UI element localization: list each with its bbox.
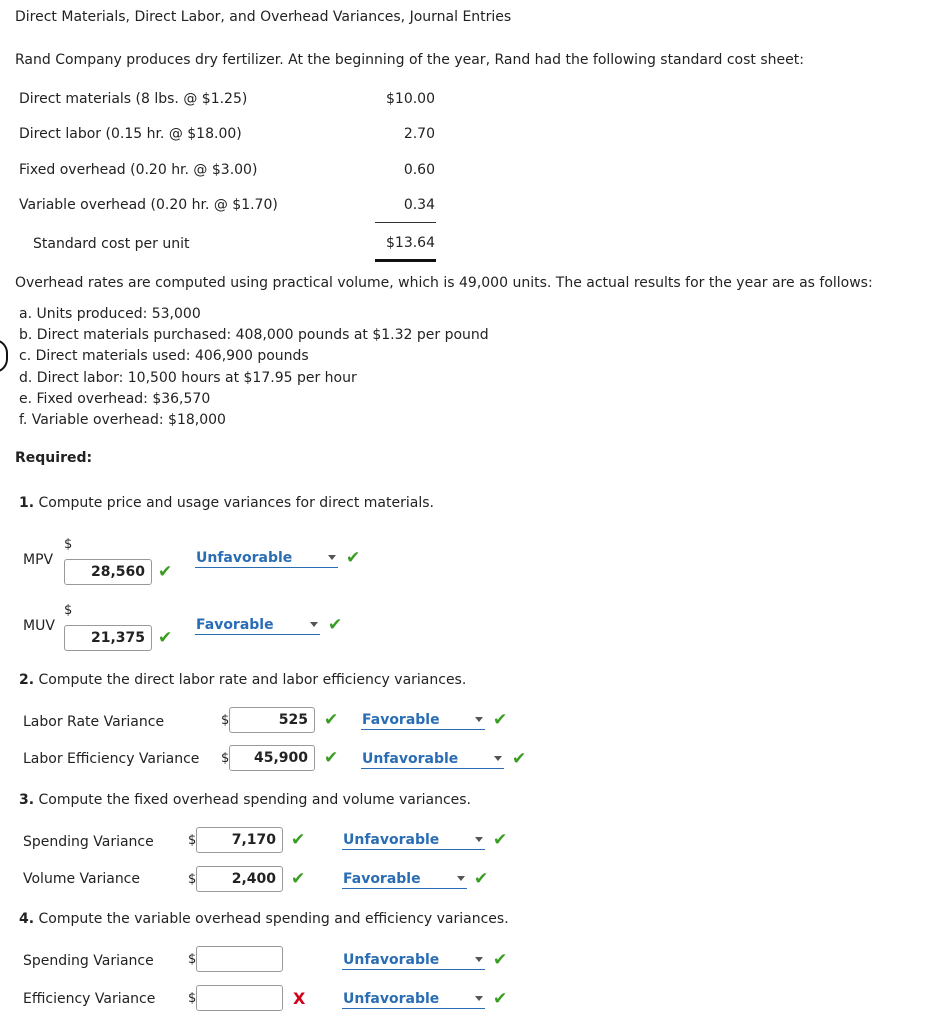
variable-spending-type-select[interactable] (342, 952, 485, 970)
check-icon: ✔ (324, 748, 339, 768)
check-icon: ✔ (512, 749, 527, 769)
check-icon: ✔ (493, 710, 508, 730)
cost-row-label: Direct materials (8 lbs. @ $1.25) (19, 91, 248, 107)
chevron-down-icon (457, 876, 465, 881)
variable-efficiency-type-value: Unfavorable (343, 991, 440, 1007)
chevron-down-icon (475, 717, 483, 722)
page-title: Direct Materials, Direct Labor, and Overhead Variances, Journal Entries (15, 9, 512, 25)
variable-spending-type-value: Unfavorable (343, 952, 440, 968)
chevron-down-icon (310, 622, 318, 627)
question-number: 3. (19, 792, 35, 808)
question-number: 2. (19, 672, 35, 688)
volume-variance-input[interactable]: 2,400 (196, 866, 283, 892)
question-prompt: Compute the fixed overhead spending and volume variances. (34, 792, 472, 808)
required-heading: Required: (15, 450, 93, 466)
check-icon: ✔ (493, 989, 508, 1009)
actual-item: d. Direct labor: 10,500 hours at $17.95 per hour (19, 370, 357, 386)
fixed-spending-type-select[interactable] (342, 832, 485, 850)
cost-row-value: $10.00 (386, 91, 435, 107)
cost-row-value: 0.34 (403, 197, 435, 213)
actual-item: e. Fixed overhead: $36,570 (19, 391, 211, 407)
margin-bracket-icon (0, 339, 8, 373)
total-double-rule (375, 259, 436, 262)
question-1 (19, 495, 434, 511)
variable-spending-label: Spending Variance (23, 953, 154, 969)
check-icon: ✔ (346, 548, 361, 568)
cost-total-value: $13.64 (386, 235, 435, 251)
check-icon: ✔ (474, 869, 489, 889)
labor-efficiency-label: Labor Efficiency Variance (23, 751, 200, 767)
question-number: 4. (19, 911, 35, 927)
chevron-down-icon (475, 996, 483, 1001)
cost-row-value: 2.70 (403, 126, 435, 142)
check-icon: ✔ (291, 869, 306, 889)
currency-symbol: $ (64, 603, 73, 618)
cross-icon: X (293, 989, 306, 1008)
chevron-down-icon (475, 957, 483, 962)
problem-intro: Rand Company produces dry fertilizer. At the beginning of the year, Rand had the following standard cost sheet: (15, 52, 804, 68)
check-icon: ✔ (493, 830, 508, 850)
currency-symbol: $ (188, 833, 197, 848)
muv-label: MUV (23, 618, 55, 634)
question-prompt: Compute the direct labor rate and labor efficiency variances. (34, 672, 467, 688)
chevron-down-icon (328, 555, 336, 560)
question-2 (19, 672, 466, 688)
labor-rate-type-select[interactable] (361, 712, 485, 730)
question-prompt: Compute the variable overhead spending and efficiency variances. (34, 911, 509, 927)
volume-variance-type-select[interactable] (342, 871, 467, 889)
check-icon: ✔ (158, 628, 173, 648)
labor-rate-label: Labor Rate Variance (23, 714, 165, 730)
check-icon: ✔ (324, 710, 339, 730)
fixed-spending-input[interactable]: 7,170 (196, 827, 283, 853)
labor-efficiency-type-value: Unfavorable (362, 751, 459, 767)
variable-efficiency-type-select[interactable] (342, 991, 485, 1009)
variable-efficiency-label: Efficiency Variance (23, 991, 156, 1007)
volume-variance-label: Volume Variance (23, 871, 140, 887)
cost-row-value: 0.60 (403, 162, 435, 178)
subtotal-rule (375, 222, 436, 223)
fixed-spending-label: Spending Variance (23, 834, 154, 850)
muv-type-select[interactable] (195, 617, 320, 635)
variable-spending-input[interactable] (196, 946, 283, 972)
muv-amount-input[interactable]: 21,375 (64, 625, 152, 651)
mpv-label: MPV (23, 552, 54, 568)
cost-row-label: Fixed overhead (0.20 hr. @ $3.00) (19, 162, 258, 178)
fixed-spending-type-value: Unfavorable (343, 832, 440, 848)
question-prompt: Compute price and usage variances for direct materials. (34, 495, 434, 511)
check-icon: ✔ (493, 950, 508, 970)
check-icon: ✔ (291, 830, 306, 850)
check-icon: ✔ (328, 615, 343, 635)
muv-type-value: Favorable (196, 617, 274, 633)
check-icon: ✔ (158, 562, 173, 582)
actual-item: f. Variable overhead: $18,000 (19, 412, 226, 428)
labor-efficiency-type-select[interactable] (361, 751, 504, 769)
cost-row-label: Direct labor (0.15 hr. @ $18.00) (19, 126, 242, 142)
cost-total-label: Standard cost per unit (33, 236, 190, 252)
actual-item: b. Direct materials purchased: 408,000 pounds at $1.32 per pound (19, 327, 489, 343)
question-4 (19, 911, 509, 927)
actual-item: c. Direct materials used: 406,900 pounds (19, 348, 309, 364)
labor-efficiency-input[interactable]: 45,900 (229, 745, 315, 771)
volume-variance-type-value: Favorable (343, 871, 421, 887)
currency-symbol: $ (64, 537, 73, 552)
question-number: 1. (19, 495, 35, 511)
actual-item: a. Units produced: 53,000 (19, 306, 201, 322)
labor-rate-type-value: Favorable (362, 712, 440, 728)
currency-symbol: $ (188, 872, 197, 887)
overhead-text: Overhead rates are computed using practical volume, which is 49,000 units. The actual results for the year are as follows: (15, 275, 873, 291)
mpv-type-select[interactable] (195, 550, 338, 568)
labor-rate-input[interactable]: 525 (229, 707, 315, 733)
variable-efficiency-input[interactable] (196, 985, 283, 1011)
currency-symbol: $ (188, 952, 197, 967)
currency-symbol: $ (188, 991, 197, 1006)
chevron-down-icon (475, 837, 483, 842)
cost-row-label: Variable overhead (0.20 hr. @ $1.70) (19, 197, 278, 213)
currency-symbol: $ (221, 713, 230, 728)
chevron-down-icon (494, 756, 502, 761)
currency-symbol: $ (221, 751, 230, 766)
mpv-type-value: Unfavorable (196, 550, 293, 566)
question-3 (19, 792, 471, 808)
mpv-amount-input[interactable]: 28,560 (64, 559, 152, 585)
